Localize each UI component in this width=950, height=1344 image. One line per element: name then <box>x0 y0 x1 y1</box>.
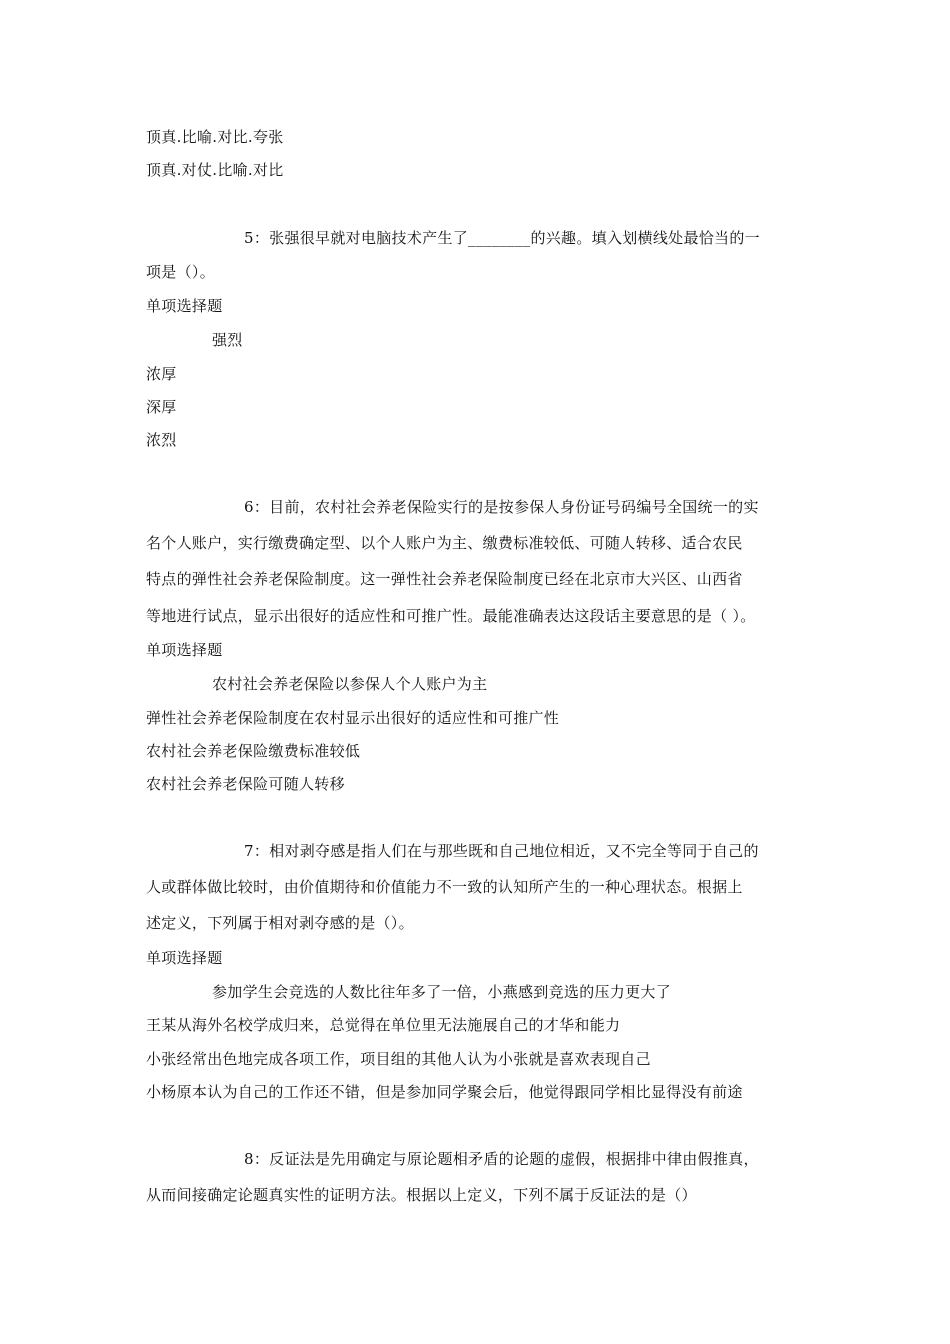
option-text: 顶真.对仗.比喻.对比 <box>146 161 284 179</box>
question-text: 7：相对剥夺感是指人们在与那些既和自己地位相近，又不完全等同于自己的 <box>244 842 759 860</box>
option-text: 顶真.比喻.对比.夸张 <box>146 128 284 146</box>
question-text: 特点的弹性社会养老保险制度。这一弹性社会养老保险制度已经在北京市大兴区、山西省 <box>146 570 743 588</box>
question-text: 述定义，下列属于相对剥夺感的是（）。 <box>146 914 414 932</box>
question-text: 项是（）。 <box>146 263 216 281</box>
option-text: 浓烈 <box>146 431 177 449</box>
option-text: 深厚 <box>146 398 177 416</box>
option-text: 农村社会养老保险可随人转移 <box>146 775 345 793</box>
question-text: 从而间接确定论题真实性的证明方法。根据以上定义，下列不属于反证法的是（） <box>146 1186 697 1204</box>
option-text: 弹性社会养老保险制度在农村显示出很好的适应性和可推广性 <box>146 709 560 727</box>
option-text: 农村社会养老保险缴费标准较低 <box>146 742 361 760</box>
option-text: 小杨原本认为自己的工作还不错，但是参加同学聚会后，他觉得跟同学相比显得没有前途 <box>146 1083 743 1101</box>
question-text: 人或群体做比较时，由价值期待和价值能力不一致的认知所产生的一种心理状态。根据上 <box>146 878 743 896</box>
option-text: 强烈 <box>212 331 243 349</box>
question-text: 名个人账户，实行缴费确定型、以个人账户为主、缴费标准较低、可随人转移、适合农民 <box>146 534 743 552</box>
option-text: 王某从海外名校学成归来，总觉得在单位里无法施展自己的才华和能力 <box>146 1016 621 1034</box>
question-type-label: 单项选择题 <box>146 297 223 315</box>
question-type-label: 单项选择题 <box>146 949 223 967</box>
option-text: 农村社会养老保险以参保人个人账户为主 <box>212 675 488 693</box>
question-type-label: 单项选择题 <box>146 641 223 659</box>
question-text: 5：张强很早就对电脑技术产生了________的兴趣。填入划横线处最恰当的一 <box>244 229 760 247</box>
question-text: 8：反证法是先用确定与原论题相矛盾的论题的虚假，根据排中律由假推真， <box>244 1150 759 1168</box>
option-text: 参加学生会竞选的人数比往年多了一倍，小燕感到竞选的压力更大了 <box>212 983 672 1001</box>
option-text: 小张经常出色地完成各项工作，项目组的其他人认为小张就是喜欢表现自己 <box>146 1050 651 1068</box>
question-text: 6：目前，农村社会养老保险实行的是按参保人身份证号码编号全国统一的实 <box>244 498 759 516</box>
option-text: 浓厚 <box>146 365 177 383</box>
question-text: 等地进行试点，显示出很好的适应性和可推广性。最能准确表达这段话主要意思的是（ ）。 <box>146 607 756 625</box>
